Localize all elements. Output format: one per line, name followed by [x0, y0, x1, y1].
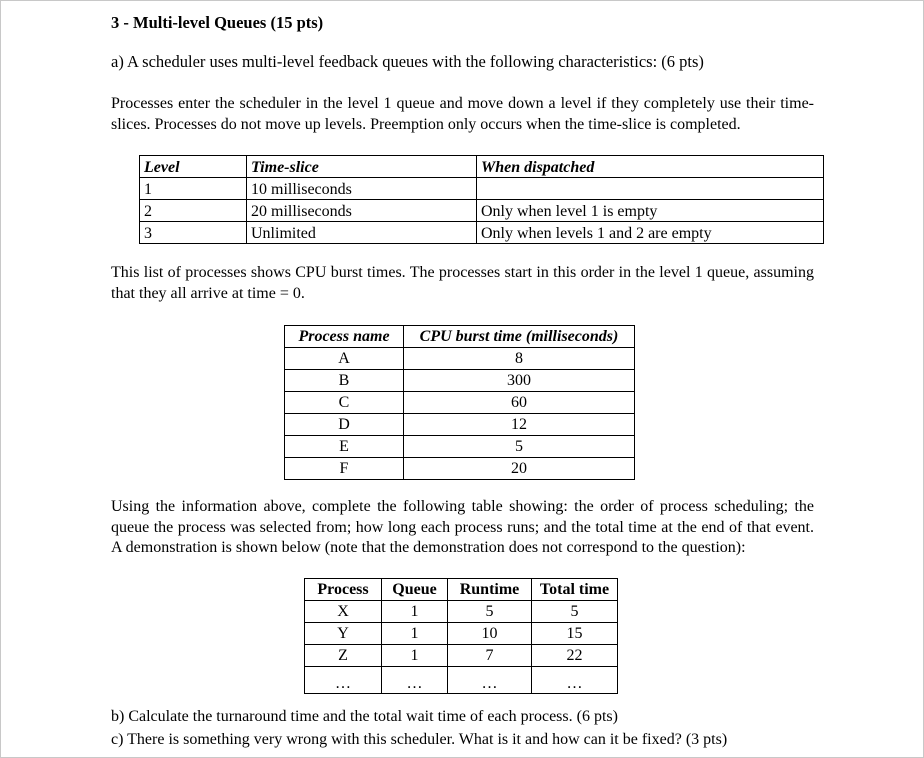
table-row [140, 178, 824, 200]
burst-cell: 300 [404, 370, 635, 392]
scheduler-description: Processes enter the scheduler in the level 1 queue and move down a level if they completely use their time-slices. Processes do not move up levels. Preemption only occurs when the time-slice is completed. [111, 95, 814, 133]
process-cell: X [305, 601, 382, 623]
level-cell: 2 [140, 200, 247, 222]
levels-table [139, 155, 824, 244]
process-name-cell: E [285, 436, 404, 458]
question-title: 3 - Multi-level Queues (15 pts) [111, 13, 324, 32]
part-b-prompt: b) Calculate the turnaround time and the total wait time of each process. (6 pts) [111, 708, 618, 725]
burst-cell: 5 [404, 436, 635, 458]
level-cell: 3 [140, 222, 247, 244]
time-slice-cell: Unlimited [247, 222, 477, 244]
dispatch-cell: Only when level 1 is empty [477, 200, 824, 222]
table-row [285, 436, 635, 458]
table-row [140, 200, 824, 222]
total-time-cell: 15 [532, 623, 618, 645]
runtime-cell: 10 [448, 623, 532, 645]
process-name-cell: A [285, 348, 404, 370]
level-cell: 1 [140, 178, 247, 200]
runtime-cell: 7 [448, 645, 532, 667]
table-row [305, 645, 618, 667]
process-name-cell: B [285, 370, 404, 392]
header-time-slice: Time-slice [247, 156, 477, 178]
queue-cell: 1 [382, 601, 448, 623]
burst-cell: 20 [404, 458, 635, 480]
dispatch-cell [477, 178, 824, 200]
process-cell: … [305, 667, 382, 694]
burst-cell: 60 [404, 392, 635, 414]
header-process: Process [305, 579, 382, 601]
part-a-prompt: a) A scheduler uses multi-level feedback queues with the following characteristics: (6 pts) [111, 52, 704, 71]
header-when-dispatched: When dispatched [477, 156, 824, 178]
table-row [285, 458, 635, 480]
table-row [305, 623, 618, 645]
table-row [285, 392, 635, 414]
header-queue: Queue [382, 579, 448, 601]
header-process-name: Process name [285, 326, 404, 348]
process-table-header [285, 326, 635, 348]
time-slice-cell: 20 milliseconds [247, 200, 477, 222]
header-level: Level [140, 156, 247, 178]
runtime-cell: … [448, 667, 532, 694]
header-runtime: Runtime [448, 579, 532, 601]
process-name-cell: C [285, 392, 404, 414]
burst-cell: 12 [404, 414, 635, 436]
table-row [285, 348, 635, 370]
table-row [305, 601, 618, 623]
table-row [285, 414, 635, 436]
process-list-description: This list of processes shows CPU burst times. The processes start in this order in the level 1 queue, assuming that they all arrive at time = 0. [111, 264, 814, 302]
process-cell: Y [305, 623, 382, 645]
table-row [305, 667, 618, 694]
total-time-cell: 22 [532, 645, 618, 667]
process-cell: Z [305, 645, 382, 667]
dispatch-cell: Only when levels 1 and 2 are empty [477, 222, 824, 244]
table-row [140, 222, 824, 244]
demo-table [304, 578, 618, 694]
runtime-cell: 5 [448, 601, 532, 623]
process-table [284, 325, 635, 480]
queue-cell: 1 [382, 645, 448, 667]
total-time-cell: … [532, 667, 618, 694]
header-cpu-burst: CPU burst time (milliseconds) [404, 326, 635, 348]
process-name-cell: D [285, 414, 404, 436]
instructions-paragraph: Using the information above, complete the following table showing: the order of process scheduling; the queue the process was selected from; how long each process runs; and the total time at the end of that event. A demonstration is shown below (note that the demonstration does not correspond to the question): [111, 498, 814, 556]
queue-cell: 1 [382, 623, 448, 645]
time-slice-cell: 10 milliseconds [247, 178, 477, 200]
levels-table-header [140, 156, 824, 178]
table-row [285, 370, 635, 392]
demo-table-header [305, 579, 618, 601]
queue-cell: … [382, 667, 448, 694]
total-time-cell: 5 [532, 601, 618, 623]
burst-cell: 8 [404, 348, 635, 370]
process-name-cell: F [285, 458, 404, 480]
part-c-prompt: c) There is something very wrong with this scheduler. What is it and how can it be fixed? (3 pts) [111, 731, 728, 748]
header-total-time: Total time [532, 579, 618, 601]
